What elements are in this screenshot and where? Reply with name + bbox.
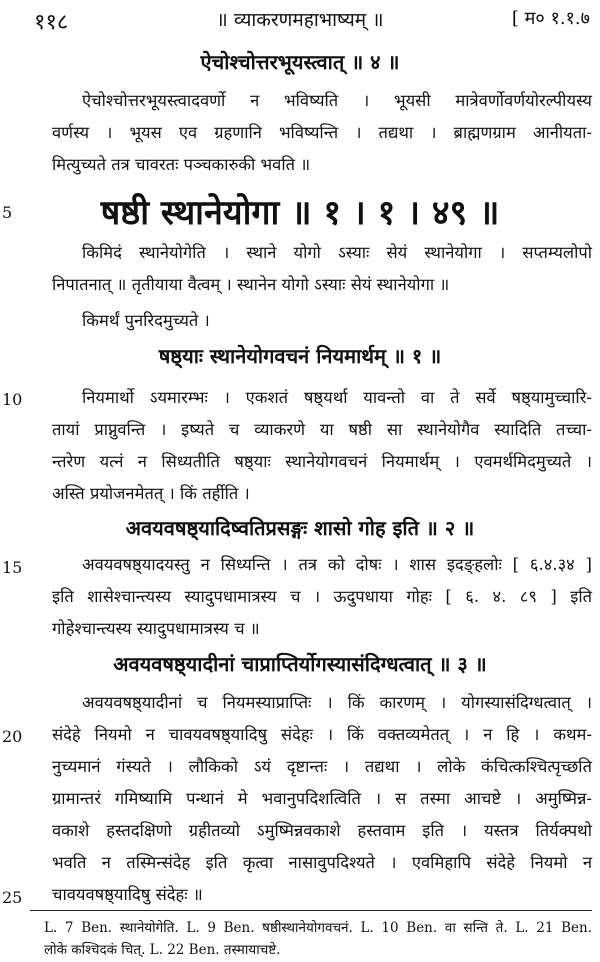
text-line: तायां प्राप्नुवन्ति । इष्यते च व्याकरणे या षष्ठी सा स्थानेयोगैव स्यादिति तच्चा- <box>52 420 592 439</box>
line-number-10: 10 <box>2 390 23 409</box>
text-line: अवयवषष्ठ्यादीनां च नियमस्याप्राप्तिः । किं कारणम् । योगस्यासंदिग्धत्वात् । <box>82 693 592 712</box>
main-sutra-heading: षष्ठी स्थानेयोगा ॥ १ । १ । ४९ ॥ <box>100 193 500 233</box>
text-line: इति शासेश्चान्त्यस्य स्यादुपधामात्रस्य च । ऊदुपधाया गोहः [ ६. ४. ८९ ] इति <box>52 587 592 606</box>
line-number-20: 20 <box>2 727 23 746</box>
text-line: संदेहे नियमो न चावयवषष्ठ्यादिषु संदेहः । किं वक्तव्यमेतत् । न हि । कथम- <box>52 725 592 744</box>
footnote-rule <box>30 910 592 911</box>
text-line: नियमार्थो ऽयमारम्भः । एकशतं षष्ठ्यर्था यावन्तो वा ते सर्वे षष्ठ्यामुच्चारि- <box>82 388 592 407</box>
text-line: न्तरेण यत्नं न सिध्यतीति षष्ठ्याः स्थानेयोगवचनं नियमार्थम् । एवमर्थमिदमुच्यते । <box>52 452 592 471</box>
text-line: ग्रामान्तरं गमिष्यामि पन्थानं मे भवानुपदिशत्विति । स तस्मा आचष्टे । अमुष्मिन्न- <box>52 789 592 808</box>
text-line: किमर्थं पुनरिदमुच्यते । <box>82 311 210 330</box>
page-number: ११८ <box>34 10 69 35</box>
line-number-15: 15 <box>2 558 23 577</box>
line-number-25: 25 <box>2 888 23 907</box>
section-reference: [ म० १.१.७ <box>511 8 590 29</box>
vartika-heading-2: अवयवषष्ठ्यादिष्वतिप्रसङ्गः शासो गोह इति ॥ २ ॥ <box>125 516 475 540</box>
footnote-line: L. 7 Ben. स्थानेयोगेति. L. 9 Ben. षष्ठीस्थानेयोगवचनं. L. 10 Ben. वा सन्ति ते. L. 21 Ben. <box>44 920 592 936</box>
text-line: निपातनात् ॥ तृतीयाया वैत्वम् । स्थानेन योगो ऽस्याः सेयं स्थानेयोगा ॥ <box>52 275 450 294</box>
vartika-heading-3: अवयवषष्ठ्यादीनां चाप्राप्तिर्योगस्यासंदिग्धत्वात् ॥ ३ ॥ <box>113 652 487 676</box>
footnote-line: लोके कश्चिदकं चित्. L. 22 Ben. तस्मायाचष्टे. <box>44 942 281 958</box>
text-line: नुच्यमानं गंस्यते । लौकिको ऽयं दृष्टान्तः । तद्यथा । लोके कंचित्कश्चित्पृच्छति <box>52 757 592 776</box>
running-title: ॥ व्याकरणमहाभाष्यम् ॥ <box>216 9 384 31</box>
text-line: अवयवषष्ठ्यादयस्तु न सिध्यन्ति । तत्र को दोषः । शास इदङ्हलोः [ ६.४.३४ ] <box>82 555 592 574</box>
text-line: वकाशे हस्तदक्षिणो ग्रहीतव्यो ऽमुष्मिन्नवकाशे हस्तवाम इति । यस्तत्र तिर्यक्पथो <box>52 821 592 840</box>
text-line: चावयवषष्ठ्यादिषु संदेहः ॥ <box>52 885 203 904</box>
text-line: गोहेश्चान्त्यस्य स्यादुपधामात्रस्य च ॥ <box>52 619 260 638</box>
text-line: वर्णस्य । भूयस एव ग्रहणानि भविष्यन्ति । तद्यथा । ब्राह्मणग्राम आनीयता- <box>52 123 592 142</box>
text-line: ऐचोश्चोत्तरभूयस्त्वादवर्णो न भविष्यति । भूयसी मात्रेवर्णोवर्णयोरल्पीयस्य <box>82 91 592 110</box>
text-line: भवति न तस्मिन्संदेह इति कृत्वा नासावुपदिश्यते । एवमिहापि संदेहे नियमो न <box>52 853 592 872</box>
text-line: किमिदं स्थानेयोगेति । स्थाने योगो ऽस्याः सेयं स्थानेयोगा । सप्तम्यलोपो <box>82 243 592 262</box>
text-line: अस्ति प्रयोजनमेतत् । किं तर्हीति । <box>52 484 250 503</box>
vartika-heading-1: षष्ठ्याः स्थानेयोगवचनं नियमार्थम् ॥ १ ॥ <box>158 344 442 368</box>
text-line: मित्युच्यते तत्र चावरतः पञ्चकारुकी भवति ॥ <box>52 155 311 174</box>
sutra-heading-4: ऐचोश्चोत्तरभूयस्त्वात् ॥ ४ ॥ <box>200 50 400 74</box>
line-number-5: 5 <box>2 203 13 222</box>
